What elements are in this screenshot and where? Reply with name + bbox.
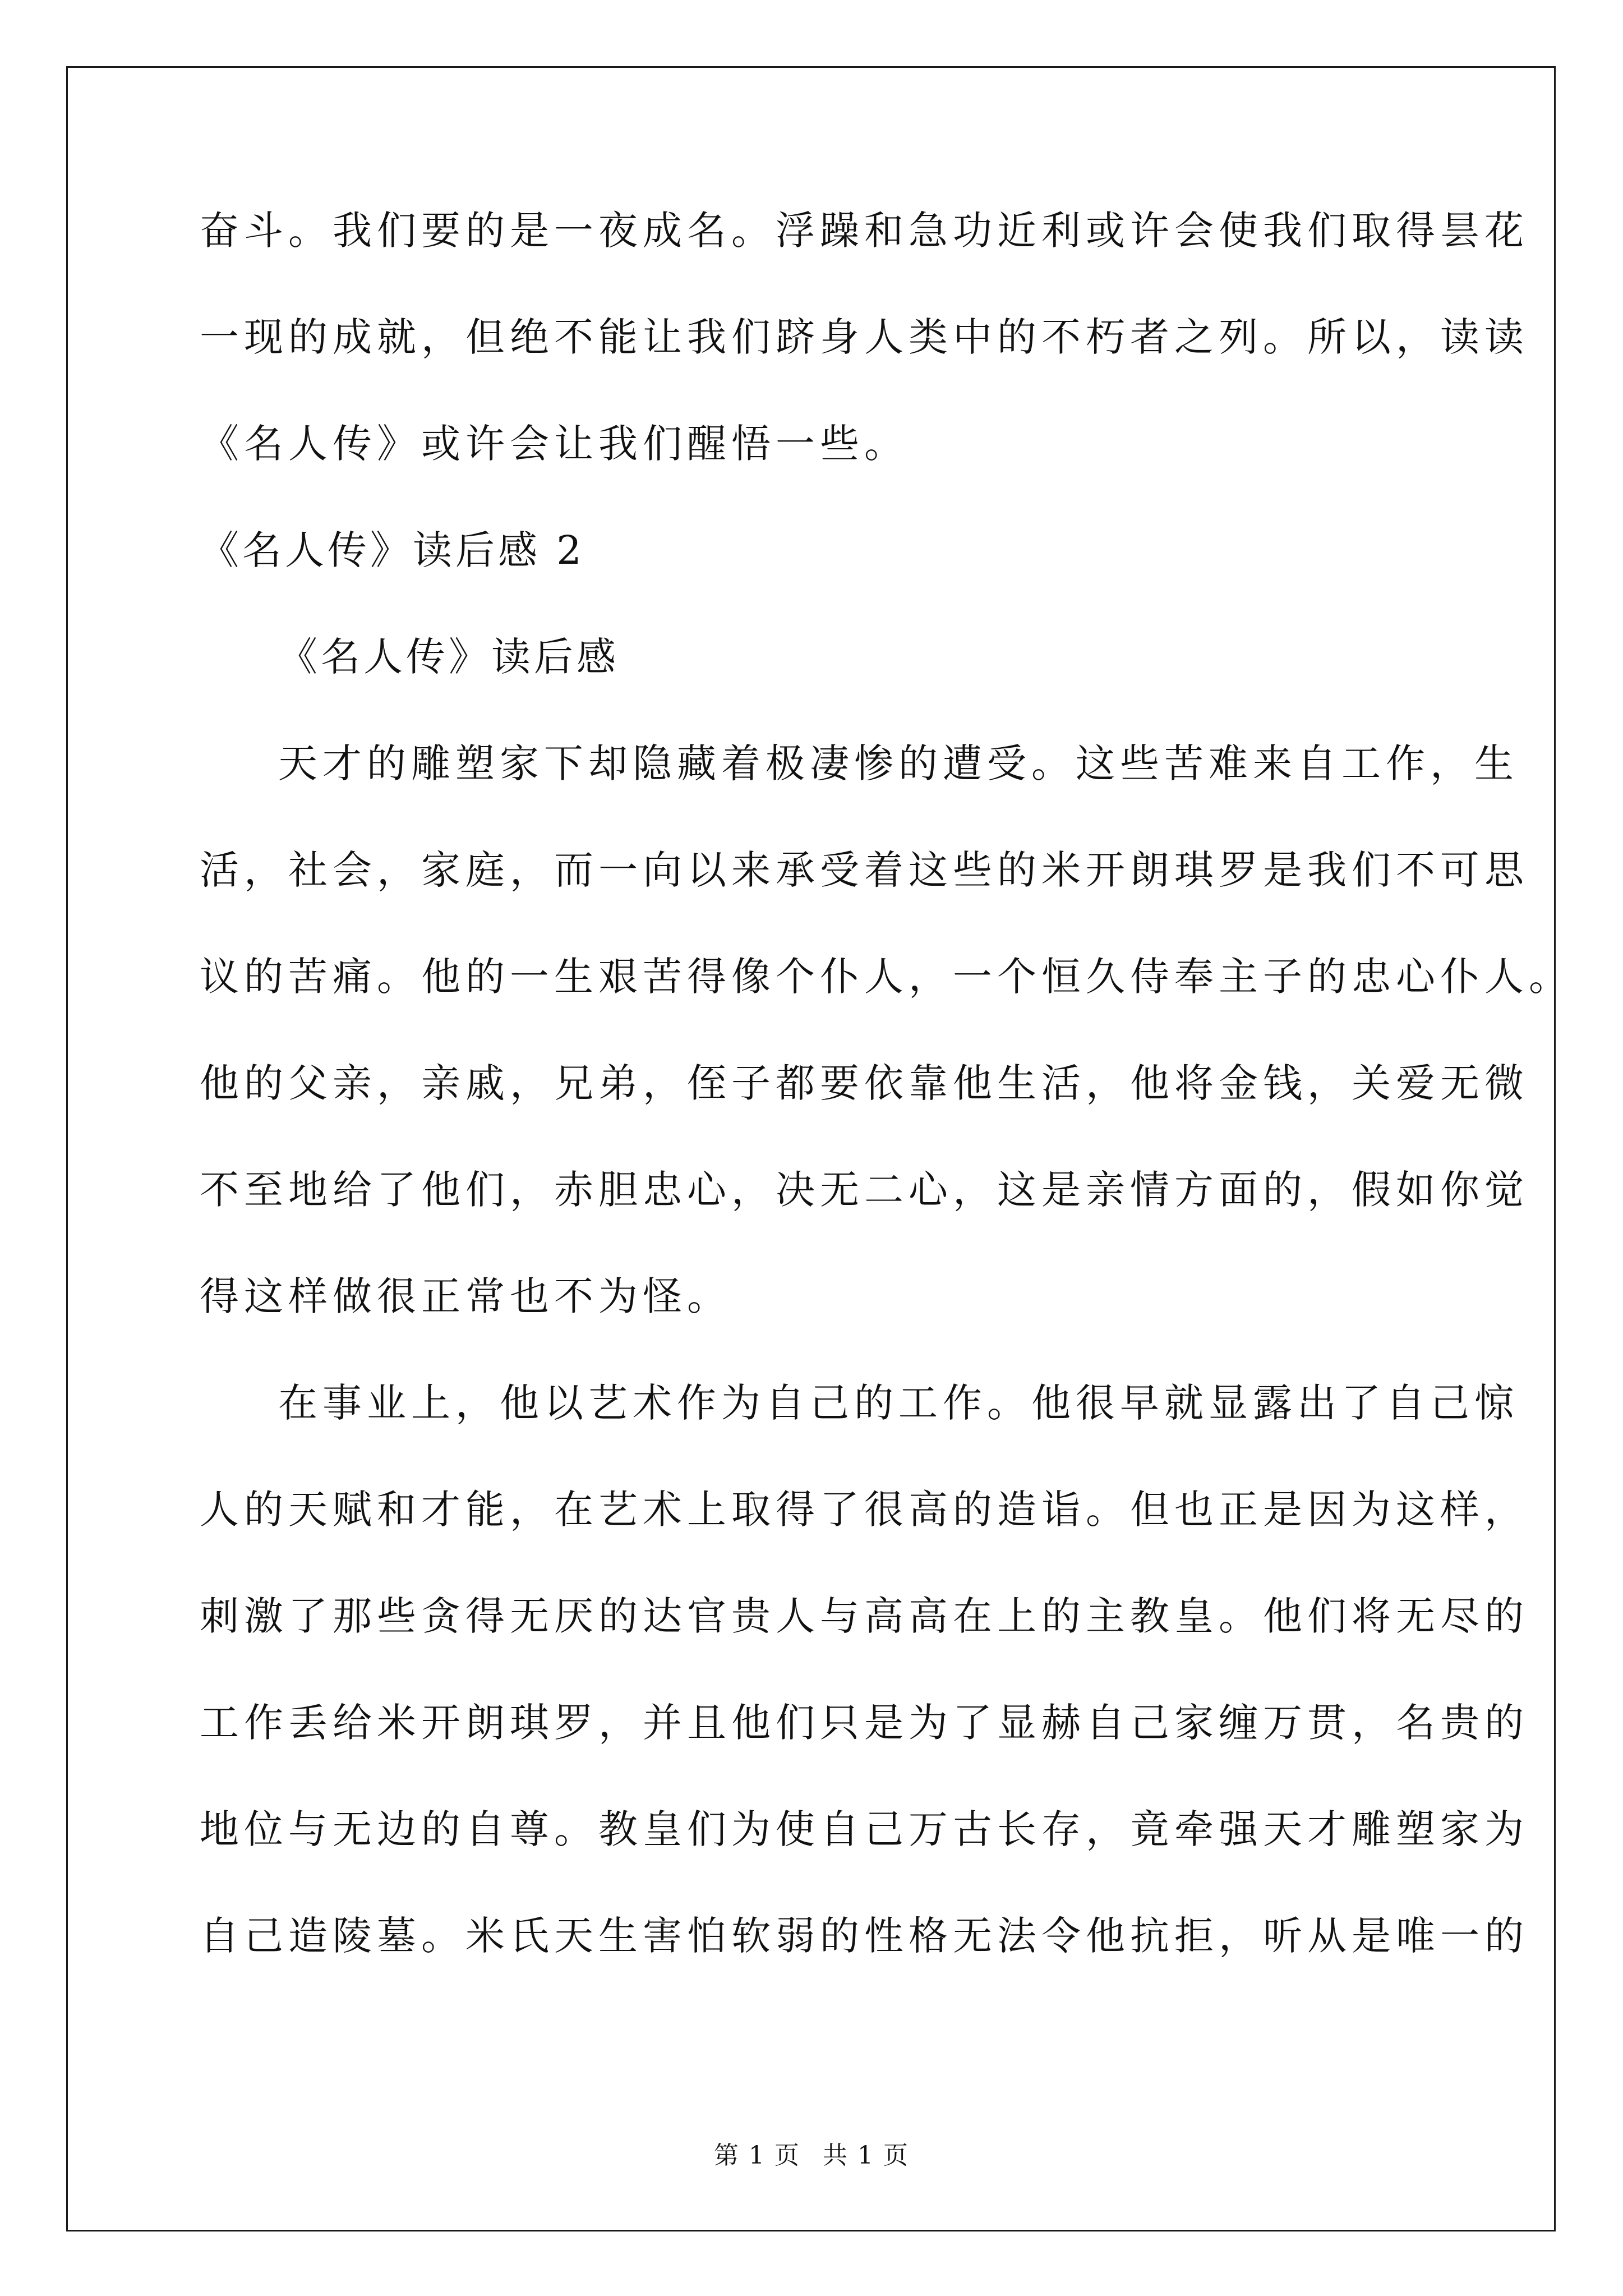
body-line-12: 在事业上，他以艺术作为自己的工作。他很早就显露出了自己惊 [278, 1380, 1519, 1426]
body-line-3: 《名人传》或许会让我们醒悟一些。 [200, 421, 909, 467]
body-line-11: 得这样做很正常也不为怪。 [200, 1273, 731, 1319]
page-border [66, 66, 1556, 2231]
body-line-1: 奋斗。我们要的是一夜成名。浮躁和急功近利或许会使我们取得昙花 [200, 208, 1529, 254]
body-line-16: 地位与无边的自尊。教皇们为使自己万古长存，竟牵强天才雕塑家为 [200, 1806, 1529, 1852]
article-title: 《名人传》读后感 [278, 634, 619, 680]
body-line-13: 人的天赋和才能，在艺术上取得了很高的造诣。但也正是因为这样， [200, 1487, 1529, 1533]
page-total: 共 1 页 [823, 2141, 909, 2170]
body-line-7: 活，社会，家庭，而一向以来承受着这些的米开朗琪罗是我们不可思 [200, 847, 1529, 893]
body-line-9: 他的父亲，亲戚，兄弟，侄子都要依靠他生活，他将金钱，关爱无微 [200, 1060, 1529, 1106]
body-line-8: 议的苦痛。他的一生艰苦得像个仆人，一个恒久侍奉主子的忠心仆人。 [200, 954, 1573, 1000]
page-footer [0, 2140, 1623, 2171]
body-line-10: 不至地给了他们，赤胆忠心，决无二心，这是亲情方面的，假如你觉 [200, 1167, 1529, 1213]
body-line-15: 工作丢给米开朗琪罗，并且他们只是为了显赫自己家缠万贯，名贵的 [200, 1700, 1529, 1746]
body-line-17: 自己造陵墓。米氏天生害怕软弱的性格无法令他抗拒，听从是唯一的 [200, 1913, 1529, 1959]
body-line-6: 天才的雕塑家下却隐藏着极凄惨的遭受。这些苦难来自工作，生 [278, 740, 1519, 786]
body-line-14: 刺激了那些贪得无厌的达官贵人与高高在上的主教皇。他们将无尽的 [200, 1593, 1529, 1639]
page-number: 第 1 页 [714, 2141, 800, 2170]
section-heading: 《名人传》读后感 2 [200, 527, 585, 573]
body-line-2: 一现的成就，但绝不能让我们跻身人类中的不朽者之列。所以，读读 [200, 314, 1529, 360]
